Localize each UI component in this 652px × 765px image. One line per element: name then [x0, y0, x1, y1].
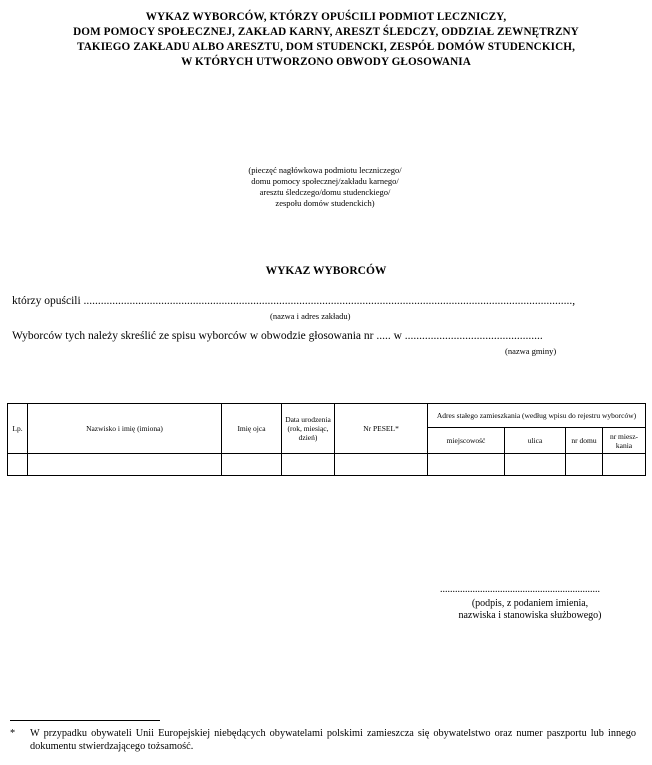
stamp-line: zespołu domów studenckich)	[275, 198, 375, 208]
cell-pesel[interactable]	[335, 454, 428, 476]
footnote-text: W przypadku obywateli Unii Europejskiej niebędących obywatelami polskimi zamieszcza się obywatelstwo oraz numer paszportu lub innego dokumentu stwierdzającego tożsamość.	[30, 728, 636, 752]
subtitle: WYKAZ WYBORCÓW	[265, 265, 387, 277]
footnote	[10, 727, 636, 753]
remove-text: Wyborców tych należy skreślić ze spisu wyborców w obwodzie głosowania nr ..... w	[12, 330, 402, 342]
cell-birth-date[interactable]	[282, 454, 335, 476]
header-birth-date: Data urodzenia (rok, miesiąc, dzień)	[282, 404, 335, 454]
header-father-name: Imię ojca	[222, 404, 282, 454]
header-street: ulica	[505, 428, 566, 454]
header-house-number: nr domu	[566, 428, 603, 454]
footnote-divider	[10, 720, 160, 721]
cell-father-name[interactable]	[222, 454, 282, 476]
title-line: TAKIEGO ZAKŁADU ALBO ARESZTU, DOM STUDENCKI, ZESPÓŁ DOMÓW STUDENCKICH,	[77, 41, 575, 53]
facility-field[interactable]: ..........................................................................................................................................................................,	[83, 295, 576, 307]
municipality-field[interactable]: ................................................	[404, 330, 543, 342]
remove-line	[12, 329, 543, 343]
stamp-line: domu pomocy społecznej/zakładu karnego/	[251, 176, 399, 186]
cell-lp[interactable]	[8, 454, 28, 476]
document-title	[0, 10, 652, 70]
stamp-line: (pieczęć nagłówkowa podmiotu leczniczego/	[248, 165, 402, 175]
header-lp: Lp.	[8, 404, 28, 454]
title-line: DOM POMOCY SPOŁECZNEJ, ZAKŁAD KARNY, ARESZT ŚLEDCZY, ODDZIAŁ ZEWNĘTRZNY	[73, 26, 579, 38]
header-address: Adres stałego zamieszkania (według wpisu do rejestru wyborców)	[428, 404, 646, 428]
municipality-caption: (nazwa gminy)	[505, 346, 557, 356]
stamp-line: aresztu śledczego/domu studenckiego/	[259, 187, 391, 197]
title-line: WYKAZ WYBORCÓW, KTÓRZY OPUŚCILI PODMIOT LECZNICZY,	[145, 11, 507, 23]
cell-house-number[interactable]	[566, 454, 603, 476]
signature-caption-line: nazwiska i stanowiska służbowego)	[458, 610, 602, 621]
signature-field[interactable]: ................................................................	[440, 585, 600, 595]
signature-caption	[440, 598, 620, 622]
title-line: W KTÓRYCH UTWORZONO OBWODY GŁOSOWANIA	[181, 56, 471, 68]
stamp-placeholder	[150, 165, 500, 209]
facility-caption: (nazwa i adres zakładu)	[270, 311, 351, 321]
left-facility-prefix: którzy opuścili	[12, 295, 81, 307]
cell-flat-number[interactable]	[603, 454, 646, 476]
footnote-mark: *	[10, 728, 16, 739]
cell-name[interactable]	[28, 454, 222, 476]
table-row	[8, 454, 646, 476]
signature-caption-line: (podpis, z podaniem imienia,	[471, 598, 589, 609]
header-name: Nazwisko i imię (imiona)	[28, 404, 222, 454]
header-pesel: Nr PESEL*	[335, 404, 428, 454]
cell-town[interactable]	[428, 454, 505, 476]
voters-table	[7, 403, 646, 476]
left-facility-line	[12, 294, 575, 308]
cell-street[interactable]	[505, 454, 566, 476]
header-town: miejscowość	[428, 428, 505, 454]
header-flat-number: nr miesz-kania	[603, 428, 646, 454]
